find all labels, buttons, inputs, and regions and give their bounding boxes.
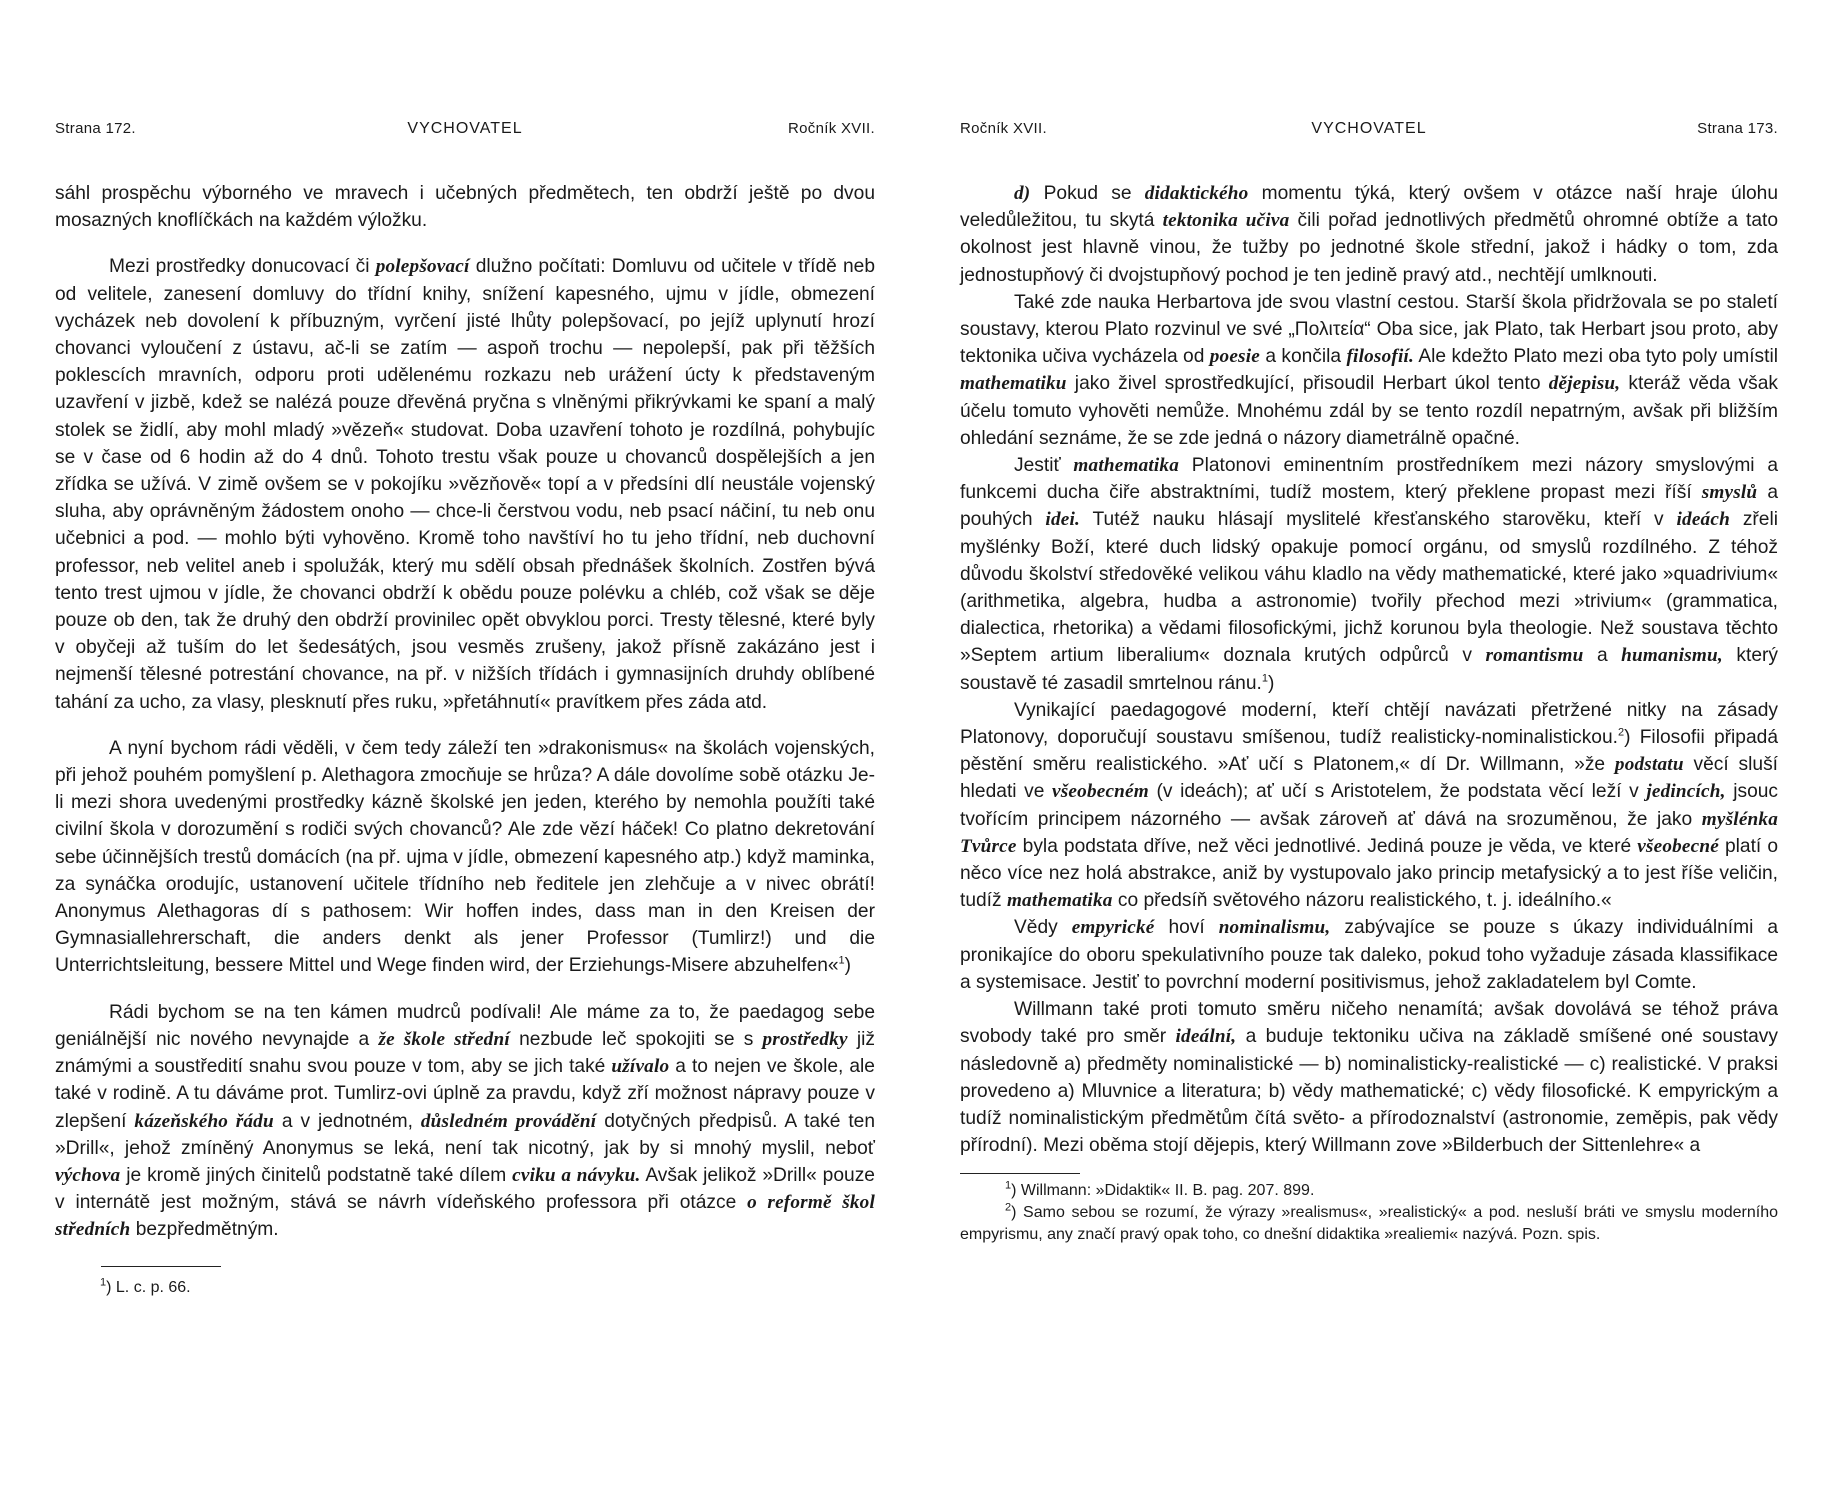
left-page-number: Strana 172.	[55, 120, 136, 137]
right-footnote: $^2$) Samo sebou se rozumí, že výrazy »realismus«, »realistický« a pod. nesluší bráti ve smyslu moderního empyrismu, any značí pravý opak toho, co dnešní didaktika »realiemi« nazývá. Pozn. spis.	[960, 1201, 1778, 1244]
left-page	[55, 120, 875, 1299]
right-footnote: $^1$) Willmann: »Didaktik« II. B. pag. 207. 899.	[1005, 1179, 1315, 1200]
left-paragraph: sáhl prospěchu výborného ve mravech i učebných předmětech, ten obdrží ještě po dvou mosazných knoflíčkách na každém výložku.	[55, 183, 875, 232]
left-journal-title: VYCHOVATEL	[407, 120, 523, 137]
left-footnote: $^1$) L. c. p. 66.	[100, 1276, 191, 1296]
left-footnote-rule	[101, 1266, 221, 1267]
right-body-text	[960, 180, 1778, 1159]
right-page	[960, 120, 1778, 1246]
left-paragraph: Mezi prostředky donucovací či polepšovací dlužno počítati: Domluvu od učitele v třídě neb od velitele, zanesení domluvy do třídní knihy, snížení kapesného, ujmu v jídle, obmezení vycházek neb dovolení k příbuzným, vyrčení jisté lhůty polepšovací, po jejíž uplynutí hrozí chovanci vyloučení z ústavu, ač-li se zatím — aspoň trochu — nepolepší, pak při těžších poklescích mravních, odporu proti udělenému rozkazu neb urážení úcty k představeným uzavření v jizbě, kdež se nalézá pouze dřevěná pryčna s vlněnými přikrývkami ke spaní a malý stolek se židlí, aby mohl mladý »vězeň« studovat. Doba uzavření tohoto je rozdílná, pohybujíc se v čase od 6 hodin až do 4 dnů. Tohoto trestu však pouze u chovanců dospělejších a jen zřídka se užívá. V zimě ovšem se v pokojíku »vězňově« topí a v předsíni dlí neustále vojenský sluha, aby oprávněným žádostem onoho — chce-li čerstvou vodu, neb psací náčiní, tu neb onu učebnici a pod. — mohlo býti vyhověno. Kromě toho navštíví ho tu jeho třídní, neb duchovní professor, neb velitel aneb i spolužák, který mu sdělí obsah přednášek školních. Zostřen bývá tento trest ujmou v jídle, že chovanci obdrží k obědu pouze polévku a chléb, což však se děje pouze ob den, tak že druhý den obdrží provinilec opět obvyklou porci. Tresty tělesné, které byly v obyčeji až tuším do let šedesátých, jsou vesměs zrušeny, jakož přísně zakázáno jest i nejmenší tělesné potrestání chovance, na př. v nižších třídách i gymnasijních druhdy oblíbené tahání za ucho, za vlasy, plesknutí přes ruku, »přetáhnutí« pravítkem přes záda atd.	[55, 256, 875, 713]
right-paragraph: Jestiť mathematika Platonovi eminentním prostředníkem mezi názory smyslovými a funkcemi ducha čiře abstraktními, tudíž mostem, který překlene propast mezi říší smyslů a pouhých idei. Tutéž nauku hlásají myslitelé křesťanského starověku, kteří v ideách zřeli myšlénky Boží, které duch lidský opakuje pomocí orgánu, od smyslů rozdílného. Z téhož důvodu školství středověké velikou váhu kladlo na vědy mathematické, které jako »quadrivium« (arithmetika, algebra, hudba a astronomie) tvořily přechod mezi »trivium« (grammatica, dialectica, rhetorika) a vědami filosofickými, jichž korunou byla theologie. Než soustava těchto »Septem artium liberalium« doznala krutých odpůrců v romantismu a humanismu, který soustavě té zasadil smrtelnou ránu.$^1$)	[960, 455, 1778, 694]
right-paragraph: Vynikající paedagogové moderní, kteří chtějí navázati přetržené nitky na zásady Platonovy, doporučují soustavu smíšenou, tudíž realisticky-nominalistickou.$^2$) Filosofii připadá pěstění směru realistického. »Ať učí s Platonem,« dí Dr. Willmann, »že podstatu věcí sluší hledati ve všeobecném (v ideách); ať učí s Aristotelem, že podstata věcí leží v jedincích, jsouc tvořícím principem názorného — avšak zároveň ať dává na srozuměnou, že jako myšlénka Tvůrce byla podstata dříve, než věci jednotlivé. Jediná pouze je věda, ve které všeobecné platí o něco více nez holá abstrakce, aniž by vystupovalo jako princip metafysický a to jest říše veličin, tudíž mathematika co předsíň světového názoru realistického, t. j. ideálního.«	[960, 699, 1779, 912]
left-volume: Ročník XVII.	[788, 120, 875, 137]
right-paragraph: Willmann také proti tomuto směru ničeho nenamítá; avšak dovolává se téhož práva svobody také pro směr ideální, a buduje tektoniku učiva na základě smíšené oné soustavy následovně a) předměty nominalistické — b) nominalisticky-realistické — c) realistické. V praksi provedeno a) Mluvnice a literatura; b) vědy mathematické; c) vědy filosofické. K empyrickým a tudíž nominalistickým předmětům čítá světo- a přírodoznalství (astronomie, zeměpis, pak vědy přírodní). Mezi oběma stojí dějepis, který Willmann zove »Bilderbuch der Sittenlehre« a	[960, 999, 1778, 1157]
right-paragraph: d) Pokud se didaktického momentu týká, který ovšem v otázce naší hraje úlohu veledůležitou, tu skytá tektonika učiva čili pořad jednotlivých předmětů ohromné obtíže a tato okolnost jest hlavně vinou, že tužby po jednotné škole střední, jakož i hádky o tom, zda jednostupňový či dvojstupňový pochod je ten jedině pravý atd., nechtějí umlknouti.	[960, 183, 1779, 286]
right-footnote-rule	[960, 1173, 1080, 1174]
left-paragraph: A nyní bychom rádi věděli, v čem tedy záleží ten »drakonismus« na školách vojenských, při jehož pouhém pomyšlení p. Alethagora zmocňuje se hrůza? A dále dovolíme sobě otázku Je-li mezi shora uvedenými prostředky kázně školské jen jeden, kterého by nemohla použíti také civilní škola v dorozumění s rodiči svých chovanců? Ale zde vězí háček! Co platno dekretování sebe účinnějších trestů domácích (na př. ujma v jídle, obmezení kapesného atp.) když maminka, za synáčka orodujíc, ustanovení učitele třídního neb ředitele jen zlehčuje a v nivec obrátí! Anonymus Alethagoras dí s pathosem: Wir hoffen indes, dass man in den Kreisen der Gymnasiallehrerschaft, die anders denkt als jener Professor (Tumlirz!) und die Unterrichtsleitung, bessere Mittel und Wege finden wird, der Erziehungs-Misere abzuhelfen«$^1$)	[55, 737, 875, 977]
right-running-head	[960, 120, 1778, 160]
right-page-number: Strana 173.	[1697, 120, 1778, 137]
left-running-head	[55, 120, 875, 160]
right-paragraph: Vědy empyrické hoví nominalismu, zabývajíce se pouze s úkazy individuálními a pronikajíce do oboru spekulativního pouze tak daleko, pokud toho vyžaduje zásada klassifikace a systemisace. Jestiť to povrchní moderní positivismus, jehož zakladatelem byl Comte.	[960, 917, 1778, 993]
right-paragraph: Také zde nauka Herbartova jde svou vlastní cestou. Starší škola přidržovala se po staletí soustavy, kterou Plato rozvinul ve své „Πολιτεία“ Oba sice, jak Plato, tak Herbart jsou proto, aby tektonika učiva vycházela od poesie a končila filosofií. Ale kdežto Plato mezi oba tyto poly umístil mathematiku jako živel sprostředkující, přisoudil Herbart úkol tento dějepisu, kteráž věda však účelu tomuto vyhověti nemůže. Mnohému zdál by se tento rozdíl nepatrným, avšak při bližším ohledání seznáme, že se zde jedná o názory diametrálně opačné.	[960, 291, 1779, 449]
right-journal-title: VYCHOVATEL	[1311, 120, 1427, 137]
left-body-text	[55, 180, 875, 1244]
right-volume: Ročník XVII.	[960, 120, 1047, 137]
left-paragraph: Rádi bychom se na ten kámen mudrců podívali! Ale máme za to, že paedagog sebe geniálnější nic nového nevynajde a že škole střední nezbude leč spokojiti se s prostředky již známými a soustředití snahu svou pouze v tom, aby se jich také užívalo a to nejen ve škole, ale také v rodině. A tu dáváme prot. Tumlirz-ovi úplně za pravdu, když zří možnost nápravy pouze v zlepšení kázeňského řádu a v jednotném, důsledném provádění dotyčných předpisů. A také ten »Drill«, jehož zmíněný Anonymus se leká, není tak nicotný, jak by si mnohý myslil, neboť výchova je kromě jiných činitelů podstatně také dílem cviku a návyku. Avšak jelikož »Drill« pouze v internátě jest možným, stává se návrh vídeňského professora při otázce o reformě škol středních bezpředmětným.	[55, 1001, 875, 1241]
